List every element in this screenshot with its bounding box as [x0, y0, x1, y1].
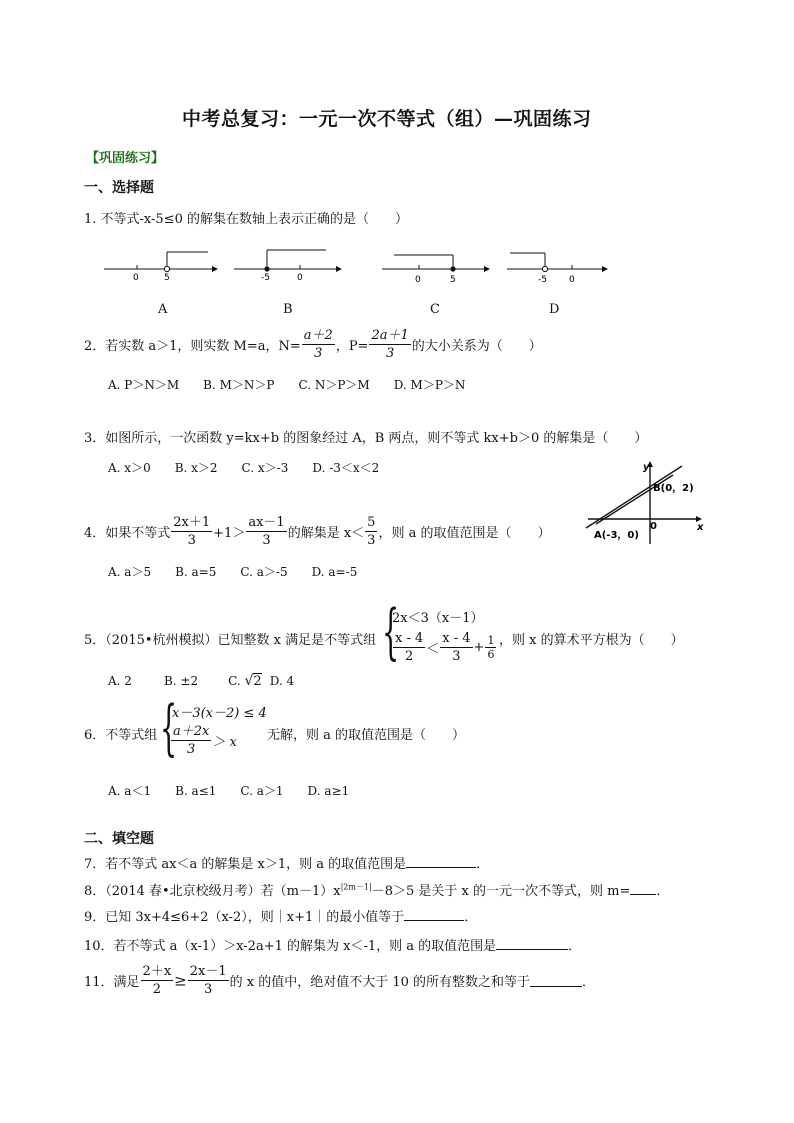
question-4: [84, 514, 550, 549]
option-label-a: A: [158, 302, 168, 317]
question-10-text: 10．若不等式 a（x-1）＞x-2a+1 的解集为 x＜-1，则 a 的取值范围是: [84, 939, 497, 954]
period: ．: [582, 975, 596, 990]
question-6-line2-post: ＞ x: [212, 735, 237, 750]
question-5-line1: 2x＜3（x－1）: [392, 611, 484, 626]
question-8-pre: 8．（2014 春•北京校级月考）若（m－1）x: [84, 884, 341, 899]
question-10: [84, 935, 581, 954]
option-a: A. 2: [108, 674, 132, 688]
less-than: ＜: [426, 642, 440, 657]
tick-label: -5: [261, 273, 270, 283]
graph-point-a-label: A(-3，0): [594, 530, 639, 541]
question-1-text: 1. 不等式-x-5≤0 的解集在数轴上表示正确的是（ ）: [84, 212, 408, 227]
fraction-3: [485, 634, 496, 661]
graph-y-label: y: [643, 462, 650, 473]
page-title: 中考总复习：一元一次不等式（组）—巩固练习: [182, 108, 592, 130]
tick-label: 5: [164, 273, 170, 283]
fraction-p: [369, 327, 410, 362]
question-5-line2: [392, 630, 497, 665]
question-4-mid2: 的解集是 x＜: [287, 526, 365, 541]
question-7-text: 7．若不等式 ax＜a 的解集是 x＞1，则 a 的取值范围是: [84, 857, 407, 872]
question-2-pre: 2．若实数 a＞1，则实数 M=a，N=: [84, 339, 301, 354]
question-11: [84, 963, 595, 998]
section-heading-fill: 二、填空题: [84, 831, 154, 847]
period: ．: [476, 857, 490, 872]
number-line-b: [234, 250, 342, 283]
question-2-mid: ，P=: [335, 339, 369, 354]
question-9-text: 9．已知 3x+4≤6+2（x-2），则｜x+1｜的最小值等于: [84, 910, 405, 925]
fraction-n: [302, 327, 335, 362]
question-6-line1: x－3(x－2) ≤ 4: [172, 706, 267, 721]
fraction: [171, 723, 211, 758]
period: ．: [568, 939, 582, 954]
tick-label: 0: [133, 273, 139, 283]
graph-x-label: x: [697, 522, 704, 533]
option-b: B. ±2: [163, 674, 199, 688]
number-line-c: [382, 255, 490, 284]
fraction-1: [393, 630, 425, 665]
fraction-2: [246, 514, 286, 549]
fraction-numerator: a＋2: [303, 328, 333, 343]
question-6-line2: [170, 723, 237, 758]
tick-label: 5: [450, 275, 456, 284]
fraction-denominator: 3: [367, 533, 376, 548]
question-9: [84, 906, 477, 925]
fraction-3: [365, 514, 377, 549]
question-2-options: A. P＞N＞M B. M＞N＞P C. N＞P＞M D. M＞P＞N: [108, 378, 466, 392]
tick-label: 0: [569, 275, 575, 284]
fraction-numerator: x - 4: [395, 631, 424, 646]
question-8-post: －8＞5 是关于 x 的一元一次不等式，则 m=: [371, 884, 631, 899]
plus: +: [473, 640, 485, 655]
question-11-pre: 11．满足: [84, 975, 140, 990]
question-11-post: 的 x 的值中，绝对值不大于 10 的所有整数之和等于: [229, 975, 531, 990]
question-3-options: A. x＞0 B. x＞2 C. x＞-3 D. -3＜x＜2: [108, 461, 380, 475]
fraction-numerator: 2x－1: [189, 964, 227, 979]
fraction-denominator: 2: [152, 982, 161, 997]
tick-label: 0: [415, 275, 421, 284]
answer-blank: [404, 908, 464, 921]
fraction-1: [171, 514, 212, 549]
fraction-numerator: x - 4: [442, 631, 471, 646]
fraction-denominator: 3: [314, 346, 323, 361]
section-tag: 【巩固练习】: [86, 151, 165, 166]
option-label-c: C: [430, 302, 440, 317]
tick-label: 0: [297, 273, 303, 283]
question-6-pre: 6．不等式组: [84, 728, 158, 743]
fraction-numerator: 2＋x: [142, 964, 172, 979]
fraction-denominator: 2: [404, 649, 414, 664]
fraction-denominator: 3: [262, 533, 271, 548]
brace-icon: {: [160, 693, 178, 763]
question-3-text: 3．如图所示，一次函数 y=kx+b 的图象经过 A，B 两点，则不等式 kx+b＞0 的解集是（ ）: [84, 431, 648, 446]
option-label-d: D: [549, 302, 560, 317]
question-7: [84, 853, 489, 872]
sqrt-radicand: 2: [253, 674, 262, 689]
question-4-post: ，则 a 的取值范围是（ ）: [378, 526, 551, 541]
question-5-pre: 5．（2015•杭州模拟）已知整数 x 满足是不等式组: [84, 633, 377, 648]
period: ．: [464, 910, 478, 925]
fraction-denominator: 3: [385, 346, 395, 361]
fraction-denominator: 3: [452, 649, 461, 664]
question-6-post: 无解，则 a 的取值范围是（ ）: [267, 728, 466, 743]
fraction-denominator: 3: [187, 742, 196, 757]
question-5-options: [108, 673, 294, 689]
tick-label: -5: [538, 275, 547, 284]
fraction-denominator: 3: [204, 982, 213, 997]
exponent: |2m－1|: [340, 882, 372, 892]
fraction-numerator: 2a＋1: [371, 328, 409, 343]
brace-icon: {: [382, 597, 400, 667]
fraction-denominator: 6: [487, 648, 495, 661]
fraction-numerator: a＋2x: [173, 724, 210, 739]
answer-blank: [496, 937, 568, 950]
fraction-numerator: 5: [367, 515, 376, 530]
question-5-post: ，则 x 的算术平方根为（ ）: [499, 633, 684, 648]
question-2-post: 的大小关系为（ ）: [411, 339, 542, 354]
option-c: C.: [228, 674, 241, 688]
question-8: [84, 880, 669, 899]
question-4-options: A. a＞5 B. a=5 C. a＞-5 D. a=-5: [108, 565, 358, 579]
question-6-options: A. a＜1 B. a≤1 C. a＞1 D. a≥1: [108, 784, 350, 798]
answer-blank: [530, 974, 582, 987]
fraction-numerator: 1: [487, 634, 495, 647]
question-4-pre: 4．如果不等式: [84, 526, 171, 541]
graph-point-b-label: B(0，2): [653, 483, 694, 494]
fraction-numerator: 2x＋1: [173, 515, 211, 530]
option-d: D. 4: [269, 674, 295, 688]
fraction-2: [188, 963, 229, 998]
linear-function-graph: [584, 458, 714, 546]
number-line-d: [507, 253, 608, 284]
fraction-1: [141, 963, 174, 998]
fraction-2: [440, 630, 472, 665]
question-2: [84, 327, 542, 362]
answer-blank: [406, 855, 476, 868]
number-line-options: [100, 244, 620, 284]
question-4-mid1: +1＞: [213, 526, 246, 541]
answer-blank: [630, 882, 656, 895]
option-label-b: B: [283, 302, 293, 317]
period: ．: [656, 884, 670, 899]
number-line-a: [104, 252, 218, 283]
graph-origin-label: 0: [650, 521, 657, 532]
greater-equal: ≥: [174, 971, 187, 990]
fraction-numerator: ax－1: [248, 515, 285, 530]
fraction-denominator: 3: [187, 533, 196, 548]
section-heading-choice: 一、选择题: [84, 180, 154, 196]
sqrt-icon: √: [244, 673, 254, 689]
